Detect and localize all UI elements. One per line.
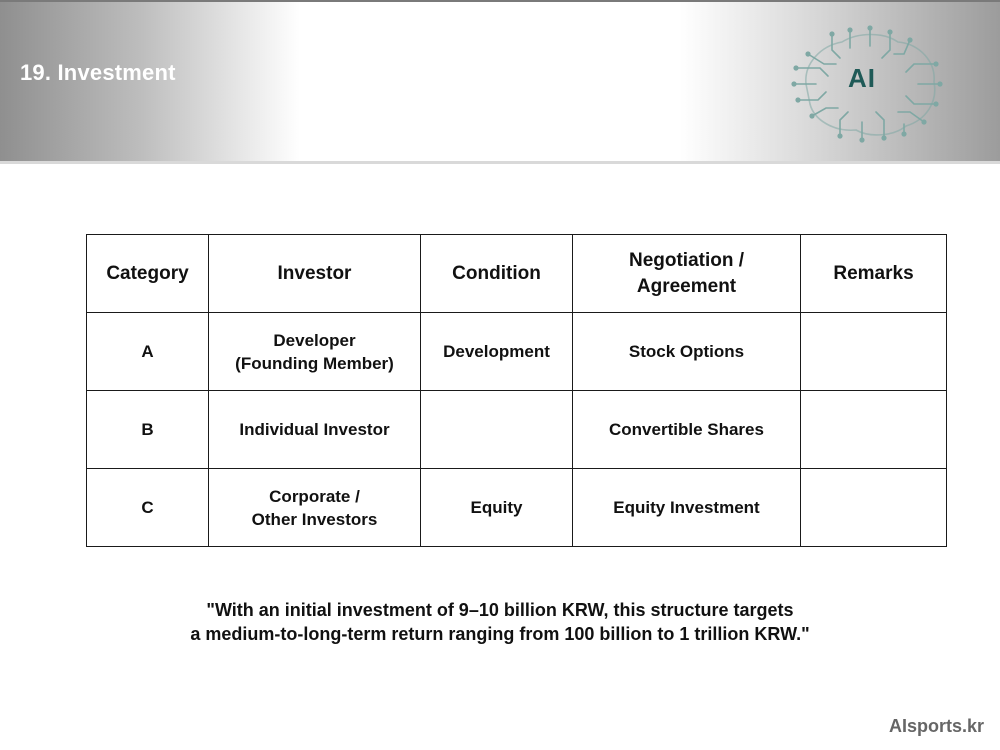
cell-investor: Corporate / Other Investors	[209, 469, 421, 547]
quote-line-1: "With an initial investment of 9–10 billion KRW, this structure targets	[206, 600, 794, 620]
cell-condition: Development	[421, 313, 573, 391]
cell-remarks	[801, 469, 947, 547]
table-row	[87, 469, 947, 547]
cell-remarks	[801, 313, 947, 391]
cell-investor: Individual Investor	[209, 391, 421, 469]
quote-line-2: a medium-to-long-term return ranging from 100 billion to 1 trillion KRW."	[190, 624, 810, 644]
cell-negotiation: Stock Options	[573, 313, 801, 391]
footer-brand: AIsports.kr	[888, 716, 984, 736]
cell-negotiation: Equity Investment	[573, 469, 801, 547]
column-header-investor: Investor	[209, 235, 421, 313]
investment-table	[86, 234, 946, 547]
cell-investor: Developer (Founding Member)	[209, 313, 421, 391]
column-header-negotiation: Negotiation / Agreement	[573, 235, 801, 313]
cell-condition	[421, 391, 573, 469]
table-header-row	[87, 235, 947, 313]
table-row	[87, 313, 947, 391]
investment-quote	[100, 598, 900, 646]
column-header-category: Category	[87, 235, 209, 313]
column-header-condition: Condition	[421, 235, 573, 313]
cell-category: A	[87, 313, 209, 391]
cell-category: B	[87, 391, 209, 469]
table-row	[87, 391, 947, 469]
cell-condition: Equity	[421, 469, 573, 547]
header-band	[0, 0, 1000, 164]
cell-remarks	[801, 391, 947, 469]
page-title: 19. Investment	[20, 60, 176, 85]
logo-text: AI	[848, 63, 876, 93]
cell-negotiation: Convertible Shares	[573, 391, 801, 469]
column-header-remarks: Remarks	[801, 235, 947, 313]
cell-category: C	[87, 469, 209, 547]
